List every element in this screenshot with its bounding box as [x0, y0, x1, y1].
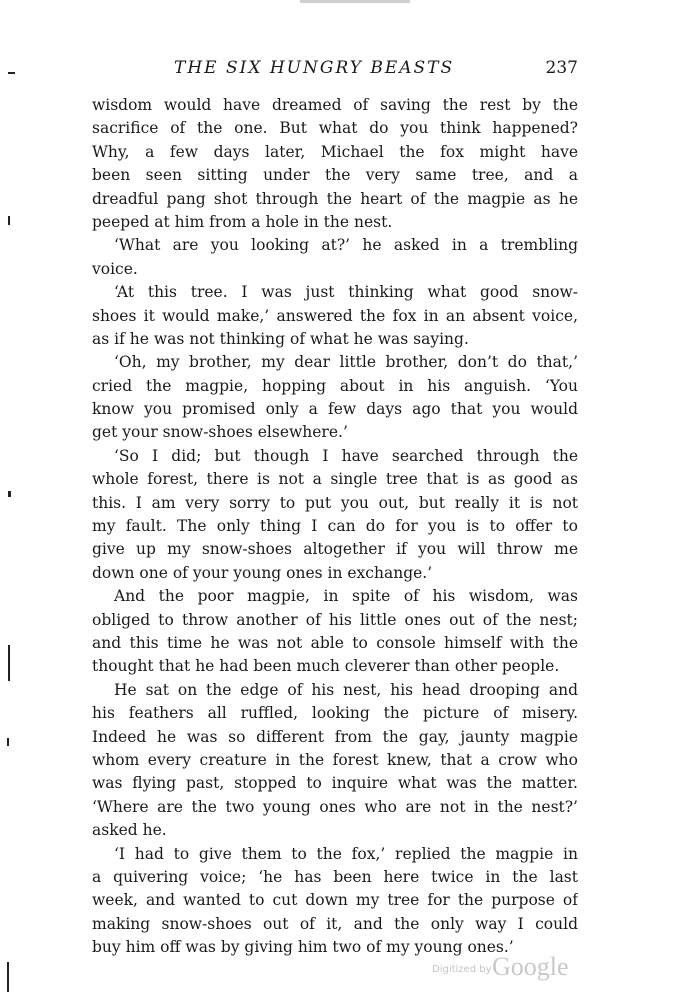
- text-line: my fault. The only thing I can do for you is to offer to: [92, 517, 578, 536]
- scan-artifact: [7, 962, 9, 992]
- text-line: He sat on the edge of his nest, his head drooping and: [114, 680, 578, 699]
- text-line: voice.: [92, 259, 138, 278]
- text-line: cried the magpie, hopping about in his anguish. ‘You: [92, 376, 578, 395]
- text-line: asked he.: [92, 821, 167, 840]
- text-line: making snow-shoes out of it, and the only way I could: [92, 914, 578, 933]
- text-line: sacrifice of the one. But what do you think happened?: [92, 119, 578, 138]
- text-line: and this time he was not able to console himself with the: [92, 633, 578, 652]
- text-line: ‘Oh, my brother, my dear little brother, don’t do that,’: [114, 353, 578, 372]
- text-line: down one of your young ones in exchange.’: [92, 563, 433, 582]
- page-number: 237: [545, 58, 578, 78]
- scan-artifact: [8, 645, 10, 681]
- text-line: know you promised only a few days ago that you would: [92, 400, 578, 419]
- text-line: week, and wanted to cut down my tree for the purpose of: [92, 891, 578, 910]
- text-line: his feathers all ruffled, looking the picture of misery.: [92, 704, 578, 723]
- text-line: ‘So I did; but though I have searched through the: [114, 446, 578, 465]
- page-header: [92, 58, 578, 82]
- text-line: ‘I had to give them to the fox,’ replied the magpie in: [114, 844, 578, 863]
- text-line: this. I am very sorry to put you out, but really it is not: [92, 493, 578, 512]
- text-line: was flying past, stopped to inquire what was the matter.: [92, 774, 578, 793]
- text-line: ‘At this tree. I was just thinking what good snow-: [114, 283, 578, 302]
- text-line: Why, a few days later, Michael the fox might have: [92, 142, 578, 161]
- body-text: [92, 94, 578, 959]
- text-line: dreadful pang shot through the heart of the magpie as he: [92, 189, 578, 208]
- text-line: been seen sitting under the very same tree, and a: [92, 166, 578, 185]
- scan-artifact: [8, 216, 10, 225]
- text-line: shoes it would make,’ answered the fox in an absent voice,: [92, 306, 578, 325]
- scan-artifact: [8, 491, 11, 497]
- text-line: Indeed he was so different from the gay, jaunty magpie: [92, 727, 578, 746]
- text-line: ‘What are you looking at?’ he asked in a trembling: [114, 236, 578, 255]
- text-line: peeped at him from a hole in the nest.: [92, 212, 393, 231]
- text-line: obliged to throw another of his little ones out of the nest;: [92, 610, 578, 629]
- text-line: thought that he had been much cleverer than other people.: [92, 657, 560, 676]
- text-line: whom every creature in the forest knew, that a crow who: [92, 750, 578, 769]
- scan-artifact: [7, 738, 9, 746]
- text-line: And the poor magpie, in spite of his wisdom, was: [114, 587, 578, 606]
- digitization-watermark: [420, 950, 580, 984]
- text-line: as if he was not thinking of what he was saying.: [92, 329, 469, 348]
- watermark-prefix: Digitized by: [432, 964, 492, 975]
- text-line: buy him off was by giving him two of my young ones.’: [92, 938, 514, 957]
- text-line: give up my snow-shoes altogether if you will throw me: [92, 540, 578, 559]
- scan-artifact: [8, 72, 15, 74]
- text-line: ‘Where are the two young ones who are not in the nest?’: [92, 797, 578, 816]
- text-line: get your snow-shoes elsewhere.’: [92, 423, 348, 442]
- scan-edge-mark: [300, 0, 410, 3]
- text-line: whole forest, there is not a single tree that is as good as: [92, 470, 578, 489]
- text-line: a quivering voice; ‘he has been here twice in the last: [92, 867, 578, 886]
- text-line: wisdom would have dreamed of saving the rest by the: [92, 96, 578, 114]
- running-title: THE SIX HUNGRY BEASTS: [174, 58, 455, 78]
- watermark-brand: Google: [492, 952, 569, 981]
